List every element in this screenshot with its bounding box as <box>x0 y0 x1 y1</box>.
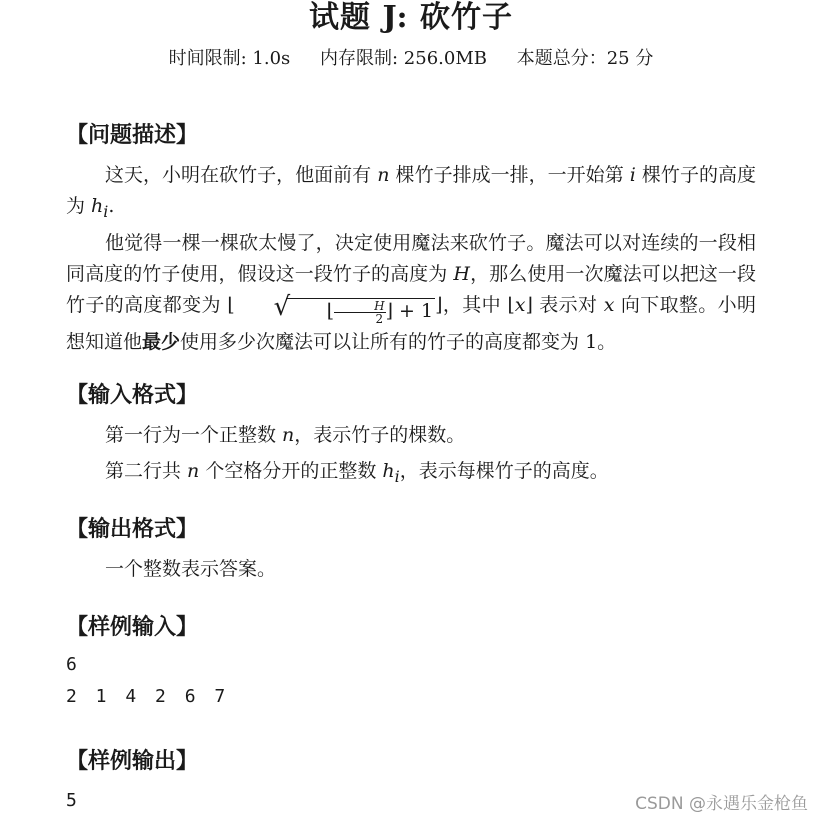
output-format-heading: 【输出格式】 <box>66 517 199 542</box>
sample-input-line-1: 6 <box>66 654 81 675</box>
input-format-line-2: 第二行共 n 个空格分开的正整数 $h_i$，表示每棵竹子的高度。 <box>105 460 609 486</box>
csdn-watermark: CSDN @永遇乐金枪鱼 <box>635 794 808 814</box>
output-format-line-1: 一个整数表示答案。 <box>105 558 277 580</box>
sample-input-heading: 【样例输入】 <box>66 615 199 640</box>
description-heading: 【问题描述】 <box>66 123 199 148</box>
total-score: 本题总分：25 分 <box>516 48 654 69</box>
problem-title: 试题 J: 砍竹子 <box>309 0 513 35</box>
input-format-heading: 【输入格式】 <box>66 383 199 408</box>
description-paragraph-2: 他觉得一棵一棵砍太慢了，决定使用魔法来砍竹子。魔法可以对连续的一段相同高度的竹子使用，假设这一段竹子的高度为 H，那么使用一次魔法可以把这一段竹子的高度都变为 ⌊ √ ⌊ $\frac{H}{2}$ ⌋ + 1 ⌋，其中 ⌊x⌋ 表示对 x 向下取整。小明想知道他最少使用多少次魔法可以让所有的竹子的高度都变为 1。 <box>66 232 756 353</box>
formula-floor-sqrt: ⌊ √ ⌊ $\frac{H}{2}$ ⌋ + 1 ⌋ <box>227 292 443 326</box>
input-format-line-1: 第一行为一个正整数 n，表示竹子的棵数。 <box>105 424 466 446</box>
sample-input-line-2: 2 1 4 2 6 7 <box>66 686 230 707</box>
description-paragraph-1: 这天，小明在砍竹子，他面前有 n 棵竹子排成一排，一开始第 i 棵竹子的高度为 $h_i$. <box>66 164 756 221</box>
time-limit: 时间限制: 1.0s <box>168 48 291 69</box>
sample-output-heading: 【样例输出】 <box>66 749 199 774</box>
memory-limit: 内存限制: 256.0MB <box>320 48 487 69</box>
problem-meta <box>0 44 822 70</box>
sample-output-line-1: 5 <box>66 790 81 811</box>
